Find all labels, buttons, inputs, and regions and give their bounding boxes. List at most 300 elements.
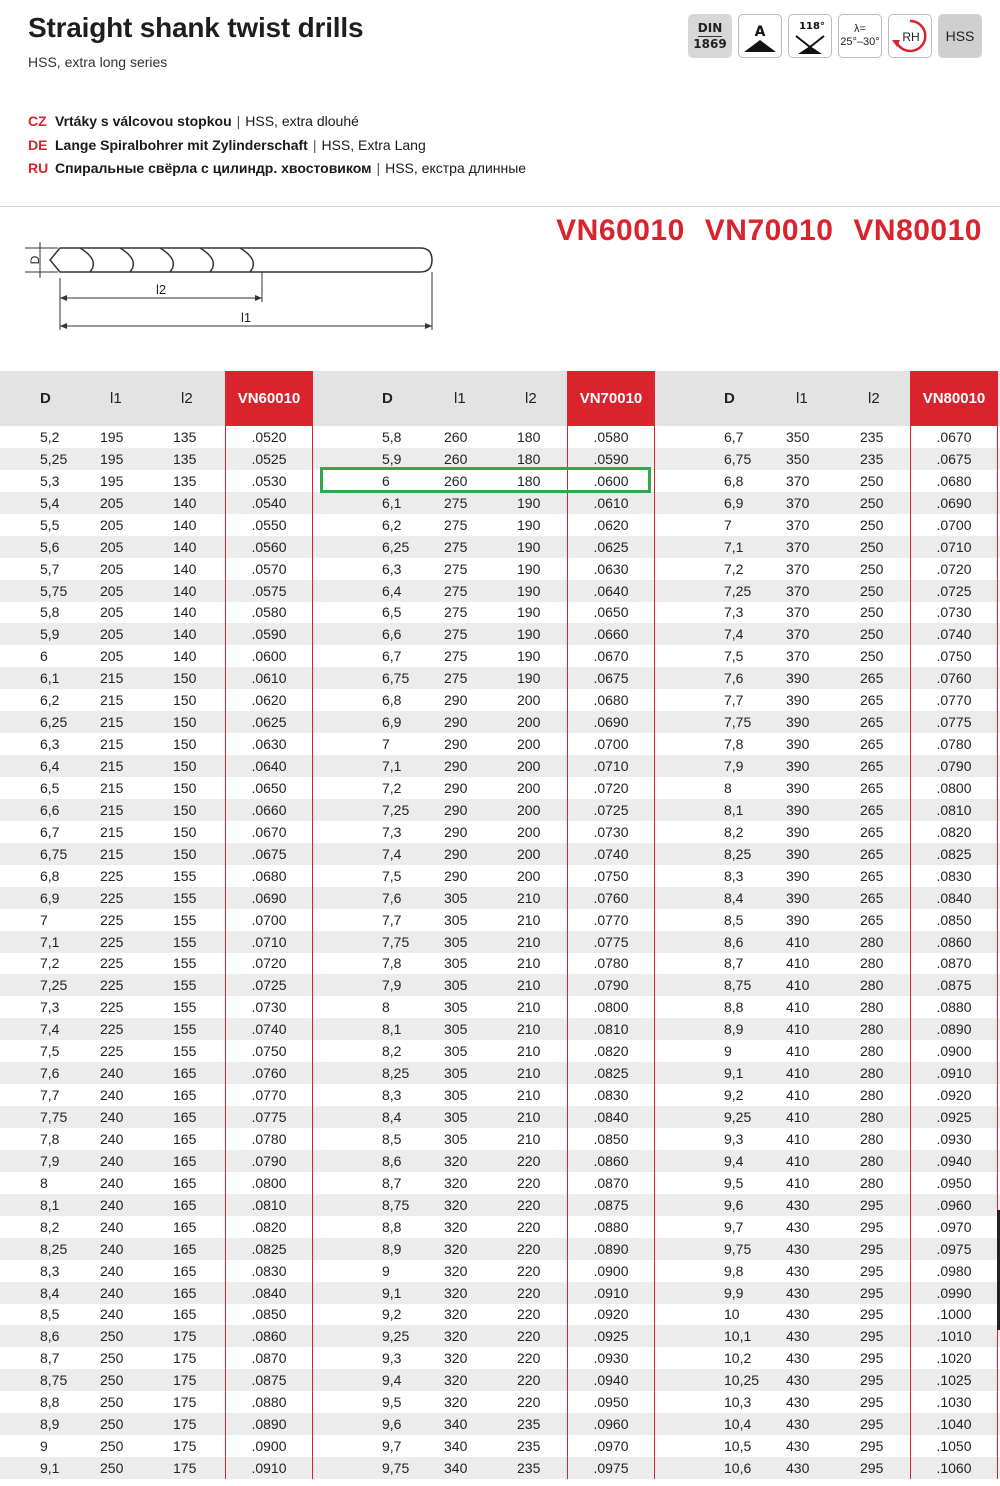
cell-l1: 430 bbox=[786, 1306, 810, 1323]
cell-l2: 280 bbox=[860, 1021, 884, 1038]
cell-code: .0630 bbox=[567, 558, 655, 580]
cell-code: .0690 bbox=[910, 492, 998, 514]
table-row bbox=[0, 1062, 1000, 1084]
product-code: VN70010 bbox=[704, 214, 834, 247]
table-row bbox=[0, 1369, 1000, 1391]
cell-d: 9,9 bbox=[724, 1284, 744, 1301]
cell-l1: 370 bbox=[786, 582, 810, 599]
cell-l2: 150 bbox=[173, 736, 197, 753]
cell-l2: 155 bbox=[173, 911, 197, 928]
cell-l1: 410 bbox=[786, 999, 810, 1016]
cell-l2: 280 bbox=[860, 1065, 884, 1082]
cell-l2: 295 bbox=[860, 1460, 884, 1477]
cell-l1: 430 bbox=[786, 1262, 810, 1279]
cell-l1: 250 bbox=[100, 1350, 124, 1367]
cell-d: 9 bbox=[382, 1262, 390, 1279]
cell-d: 6,9 bbox=[40, 889, 60, 906]
cell-l2: 280 bbox=[860, 977, 884, 994]
cell-d: 5,9 bbox=[382, 450, 402, 467]
cell-l1: 195 bbox=[100, 428, 124, 445]
cell-l1: 240 bbox=[100, 1306, 124, 1323]
cell-l2: 190 bbox=[517, 626, 541, 643]
cell-l1: 260 bbox=[444, 428, 468, 445]
cell-code: .0540 bbox=[225, 492, 313, 514]
cell-code: .0875 bbox=[567, 1194, 655, 1216]
cell-code: .0790 bbox=[910, 755, 998, 777]
cell-l1: 225 bbox=[100, 977, 124, 994]
cell-l1: 205 bbox=[100, 494, 124, 511]
cell-d: 9,4 bbox=[724, 1152, 744, 1169]
table-row bbox=[0, 667, 1000, 689]
cell-l2: 190 bbox=[517, 582, 541, 599]
cell-d: 8,9 bbox=[40, 1416, 60, 1433]
cell-d: 8,6 bbox=[724, 933, 744, 950]
table-row bbox=[0, 1282, 1000, 1304]
cell-code: .0930 bbox=[567, 1347, 655, 1369]
cell-code: .0650 bbox=[567, 602, 655, 624]
cell-l1: 250 bbox=[100, 1460, 124, 1477]
cell-code: .0750 bbox=[225, 1040, 313, 1062]
cell-l1: 410 bbox=[786, 1021, 810, 1038]
col-header-d: D bbox=[724, 390, 735, 407]
table-row bbox=[0, 843, 1000, 865]
cell-code: .0680 bbox=[567, 689, 655, 711]
cell-l2: 135 bbox=[173, 472, 197, 489]
cell-d: 8,1 bbox=[382, 1021, 402, 1038]
cell-d: 6,2 bbox=[40, 692, 60, 709]
cell-l2: 200 bbox=[517, 758, 541, 775]
cell-l1: 290 bbox=[444, 823, 468, 840]
cell-l1: 305 bbox=[444, 1130, 468, 1147]
cell-code: .1030 bbox=[910, 1391, 998, 1413]
lang-desc: HSS, Extra Lang bbox=[321, 136, 426, 153]
cell-l1: 225 bbox=[100, 1043, 124, 1060]
cell-d: 7,75 bbox=[724, 714, 752, 731]
cell-d: 8,3 bbox=[382, 1087, 402, 1104]
cell-l2: 220 bbox=[517, 1174, 541, 1191]
table-row bbox=[0, 777, 1000, 799]
cell-code: .0950 bbox=[910, 1172, 998, 1194]
table-row bbox=[0, 799, 1000, 821]
cell-l1: 430 bbox=[786, 1284, 810, 1301]
cell-d: 7,25 bbox=[382, 801, 410, 818]
lang-line-cz: CZ Vrtáky s válcovou stopkou | HSS, extra dlouhé bbox=[28, 110, 526, 134]
cell-code: .0780 bbox=[225, 1128, 313, 1150]
table-row bbox=[0, 1172, 1000, 1194]
table-row bbox=[0, 1391, 1000, 1413]
cell-l1: 205 bbox=[100, 560, 124, 577]
cell-l1: 290 bbox=[444, 779, 468, 796]
cell-l2: 165 bbox=[173, 1218, 197, 1235]
cell-l1: 390 bbox=[786, 845, 810, 862]
cell-l1: 205 bbox=[100, 626, 124, 643]
table-row bbox=[0, 470, 1000, 492]
table-row bbox=[0, 1304, 1000, 1326]
table-row bbox=[0, 1238, 1000, 1260]
type-a-shape-icon bbox=[740, 16, 780, 56]
cell-l1: 430 bbox=[786, 1240, 810, 1257]
table-row bbox=[0, 602, 1000, 624]
cell-d: 9,7 bbox=[382, 1438, 402, 1455]
cell-l2: 280 bbox=[860, 1174, 884, 1191]
cell-l2: 190 bbox=[517, 494, 541, 511]
cell-d: 10,6 bbox=[724, 1460, 752, 1477]
cell-d: 7,1 bbox=[40, 933, 60, 950]
cell-code: .0775 bbox=[910, 711, 998, 733]
cell-d: 9,8 bbox=[724, 1262, 744, 1279]
cell-l2: 250 bbox=[860, 582, 884, 599]
cell-d: 8,8 bbox=[382, 1218, 402, 1235]
cell-l1: 225 bbox=[100, 999, 124, 1016]
cell-l1: 350 bbox=[786, 428, 810, 445]
cell-l1: 320 bbox=[444, 1328, 468, 1345]
cell-l1: 320 bbox=[444, 1372, 468, 1389]
cell-l1: 410 bbox=[786, 1109, 810, 1126]
dim-d-label: D bbox=[28, 255, 42, 265]
cell-d: 6,8 bbox=[40, 867, 60, 884]
cell-l1: 250 bbox=[100, 1416, 124, 1433]
cell-code: .0700 bbox=[910, 514, 998, 536]
product-code: VN60010 bbox=[556, 214, 685, 247]
cell-d: 8,7 bbox=[724, 955, 744, 972]
cell-l2: 265 bbox=[860, 779, 884, 796]
cell-l1: 430 bbox=[786, 1394, 810, 1411]
cell-code: .0880 bbox=[910, 996, 998, 1018]
cell-l2: 165 bbox=[173, 1174, 197, 1191]
cell-l2: 190 bbox=[517, 670, 541, 687]
cell-l1: 320 bbox=[444, 1196, 468, 1213]
table-row bbox=[0, 558, 1000, 580]
table-row bbox=[0, 1216, 1000, 1238]
cell-d: 5,8 bbox=[382, 428, 402, 445]
table-row bbox=[0, 1128, 1000, 1150]
cell-l1: 390 bbox=[786, 889, 810, 906]
cell-l1: 195 bbox=[100, 472, 124, 489]
lang-desc: HSS, extra dlouhé bbox=[245, 113, 359, 129]
table-row bbox=[0, 1084, 1000, 1106]
cell-l2: 250 bbox=[860, 626, 884, 643]
cell-d: 7,7 bbox=[724, 692, 744, 709]
cell-l1: 430 bbox=[786, 1350, 810, 1367]
cell-code: .0925 bbox=[910, 1106, 998, 1128]
cell-l2: 165 bbox=[173, 1284, 197, 1301]
cell-d: 9,6 bbox=[382, 1416, 402, 1433]
cell-l1: 370 bbox=[786, 604, 810, 621]
cell-l2: 165 bbox=[173, 1065, 197, 1082]
cell-d: 10,3 bbox=[724, 1394, 752, 1411]
col-header-l1: l1 bbox=[796, 390, 808, 407]
table-row bbox=[0, 448, 1000, 470]
cell-code: .0990 bbox=[910, 1282, 998, 1304]
cell-l2: 175 bbox=[173, 1394, 197, 1411]
cell-l1: 215 bbox=[100, 779, 124, 796]
lambda-value: 25°–30° bbox=[840, 36, 880, 48]
cell-code: .0860 bbox=[567, 1150, 655, 1172]
cell-d: 8,25 bbox=[724, 845, 752, 862]
cell-d: 8,4 bbox=[40, 1284, 60, 1301]
cell-d: 6 bbox=[382, 472, 390, 489]
cell-d: 7,6 bbox=[40, 1065, 60, 1082]
cell-code: .0790 bbox=[567, 974, 655, 996]
cell-l2: 175 bbox=[173, 1372, 197, 1389]
cell-d: 8,2 bbox=[724, 823, 744, 840]
cell-d: 6,75 bbox=[382, 670, 410, 687]
cell-code: .0900 bbox=[567, 1260, 655, 1282]
cell-l2: 165 bbox=[173, 1087, 197, 1104]
cell-d: 7,25 bbox=[724, 582, 752, 599]
cell-l1: 370 bbox=[786, 648, 810, 665]
cell-d: 7 bbox=[382, 736, 390, 753]
cell-d: 9,25 bbox=[724, 1109, 752, 1126]
cell-l2: 220 bbox=[517, 1306, 541, 1323]
lang-name: Спиральные свёрла с цилиндр. хвостовиком bbox=[55, 160, 372, 176]
col-header-l2: l2 bbox=[525, 390, 537, 407]
cell-code: .0800 bbox=[910, 777, 998, 799]
table-row bbox=[0, 909, 1000, 931]
cell-l1: 205 bbox=[100, 538, 124, 555]
cell-d: 6,75 bbox=[40, 845, 68, 862]
cell-l2: 250 bbox=[860, 472, 884, 489]
cell-code: .0825 bbox=[567, 1062, 655, 1084]
dim-l2-label: l2 bbox=[155, 282, 167, 297]
cell-code: .0975 bbox=[567, 1457, 655, 1479]
helix-angle-icon bbox=[838, 14, 882, 58]
cell-d: 5,7 bbox=[40, 560, 60, 577]
cell-l2: 165 bbox=[173, 1306, 197, 1323]
cell-d: 9,7 bbox=[724, 1218, 744, 1235]
cell-l2: 200 bbox=[517, 779, 541, 796]
cell-l1: 275 bbox=[444, 538, 468, 555]
cell-d: 9,1 bbox=[382, 1284, 402, 1301]
cell-d: 10,5 bbox=[724, 1438, 752, 1455]
cell-code: .0670 bbox=[225, 821, 313, 843]
cell-code: .0590 bbox=[567, 448, 655, 470]
cell-l1: 320 bbox=[444, 1218, 468, 1235]
cell-l2: 190 bbox=[517, 516, 541, 533]
cell-d: 8,75 bbox=[382, 1196, 410, 1213]
cell-d: 9,4 bbox=[382, 1372, 402, 1389]
cell-l1: 390 bbox=[786, 692, 810, 709]
cell-d: 6,3 bbox=[40, 736, 60, 753]
table-row bbox=[0, 1347, 1000, 1369]
cell-l2: 140 bbox=[173, 538, 197, 555]
table-row bbox=[0, 1106, 1000, 1128]
cell-code: .0830 bbox=[225, 1260, 313, 1282]
cell-l1: 370 bbox=[786, 516, 810, 533]
cell-d: 7,4 bbox=[724, 626, 744, 643]
cell-l2: 235 bbox=[517, 1438, 541, 1455]
cell-code: .0730 bbox=[910, 602, 998, 624]
cell-l1: 275 bbox=[444, 670, 468, 687]
cell-d: 7,5 bbox=[724, 648, 744, 665]
cell-l2: 280 bbox=[860, 955, 884, 972]
col-header-code: VN60010 bbox=[225, 371, 313, 426]
cell-l1: 225 bbox=[100, 1021, 124, 1038]
cell-l1: 215 bbox=[100, 823, 124, 840]
cell-code: .0675 bbox=[910, 448, 998, 470]
table-row bbox=[0, 1150, 1000, 1172]
dimension-table bbox=[0, 371, 1000, 1479]
cell-l2: 150 bbox=[173, 801, 197, 818]
cell-code: .0900 bbox=[225, 1435, 313, 1457]
cell-l2: 140 bbox=[173, 648, 197, 665]
table-row bbox=[0, 623, 1000, 645]
cell-l1: 320 bbox=[444, 1262, 468, 1279]
cell-code: .0925 bbox=[567, 1325, 655, 1347]
cell-d: 6,6 bbox=[40, 801, 60, 818]
cell-l1: 290 bbox=[444, 714, 468, 731]
cell-l1: 240 bbox=[100, 1065, 124, 1082]
cell-code: .0870 bbox=[567, 1172, 655, 1194]
cell-d: 9,1 bbox=[40, 1460, 60, 1477]
cell-d: 6,7 bbox=[40, 823, 60, 840]
cell-code: .0920 bbox=[910, 1084, 998, 1106]
cell-l2: 165 bbox=[173, 1130, 197, 1147]
svg-text:A: A bbox=[754, 24, 766, 40]
cell-l1: 370 bbox=[786, 494, 810, 511]
cell-code: .1020 bbox=[910, 1347, 998, 1369]
cell-code: .0700 bbox=[567, 733, 655, 755]
cell-l1: 320 bbox=[444, 1350, 468, 1367]
cell-l1: 390 bbox=[786, 823, 810, 840]
table-row bbox=[0, 1435, 1000, 1457]
cell-d: 6,6 bbox=[382, 626, 402, 643]
cell-l1: 215 bbox=[100, 801, 124, 818]
cell-d: 9,3 bbox=[724, 1130, 744, 1147]
cell-l2: 165 bbox=[173, 1196, 197, 1213]
cell-d: 7 bbox=[724, 516, 732, 533]
cell-l2: 265 bbox=[860, 670, 884, 687]
cell-code: .0670 bbox=[567, 645, 655, 667]
table-row bbox=[0, 1040, 1000, 1062]
cell-l2: 265 bbox=[860, 845, 884, 862]
table-row bbox=[0, 711, 1000, 733]
cell-d: 6,7 bbox=[724, 428, 744, 445]
cell-code: .0890 bbox=[567, 1238, 655, 1260]
cell-l1: 430 bbox=[786, 1218, 810, 1235]
cell-d: 7,9 bbox=[724, 758, 744, 775]
spec-badges bbox=[688, 14, 982, 58]
cell-code: .0710 bbox=[910, 536, 998, 558]
cell-code: .0840 bbox=[567, 1106, 655, 1128]
cell-l2: 150 bbox=[173, 845, 197, 862]
cell-code: .0680 bbox=[910, 470, 998, 492]
cell-l2: 155 bbox=[173, 933, 197, 950]
cell-l1: 290 bbox=[444, 845, 468, 862]
cell-l2: 155 bbox=[173, 1021, 197, 1038]
cell-code: .0960 bbox=[567, 1413, 655, 1435]
cell-l1: 410 bbox=[786, 955, 810, 972]
cell-l2: 150 bbox=[173, 823, 197, 840]
cell-l1: 240 bbox=[100, 1196, 124, 1213]
cell-l2: 295 bbox=[860, 1240, 884, 1257]
cell-l2: 200 bbox=[517, 714, 541, 731]
cell-code: .1000 bbox=[910, 1304, 998, 1326]
cell-d: 5,5 bbox=[40, 516, 60, 533]
cell-d: 8,9 bbox=[382, 1240, 402, 1257]
cell-d: 5,4 bbox=[40, 494, 60, 511]
cell-d: 8,9 bbox=[724, 1021, 744, 1038]
cell-l2: 190 bbox=[517, 648, 541, 665]
cell-code: .0840 bbox=[910, 887, 998, 909]
cell-code: .0840 bbox=[225, 1282, 313, 1304]
cell-code: .0650 bbox=[225, 777, 313, 799]
cell-code: .0875 bbox=[910, 974, 998, 996]
cell-l1: 240 bbox=[100, 1284, 124, 1301]
table-row bbox=[0, 492, 1000, 514]
drill-drawing bbox=[20, 218, 450, 338]
cell-d: 6,7 bbox=[382, 648, 402, 665]
cell-code: .0530 bbox=[225, 470, 313, 492]
cell-d: 7,2 bbox=[40, 955, 60, 972]
cell-l1: 410 bbox=[786, 1152, 810, 1169]
cell-d: 8,7 bbox=[382, 1174, 402, 1191]
cell-l1: 340 bbox=[444, 1460, 468, 1477]
cell-code: .0720 bbox=[567, 777, 655, 799]
cell-l1: 240 bbox=[100, 1109, 124, 1126]
cell-l1: 275 bbox=[444, 494, 468, 511]
cell-l1: 390 bbox=[786, 670, 810, 687]
cell-l2: 210 bbox=[517, 999, 541, 1016]
cell-code: .0810 bbox=[910, 799, 998, 821]
cell-l1: 205 bbox=[100, 604, 124, 621]
cell-d: 7,25 bbox=[40, 977, 68, 994]
cell-l1: 410 bbox=[786, 1043, 810, 1060]
cell-l2: 265 bbox=[860, 911, 884, 928]
cell-l2: 200 bbox=[517, 692, 541, 709]
cell-l2: 200 bbox=[517, 736, 541, 753]
cell-l2: 250 bbox=[860, 494, 884, 511]
cell-code: .0850 bbox=[225, 1304, 313, 1326]
dim-l1-label: l1 bbox=[240, 310, 252, 325]
cell-code: .0640 bbox=[225, 755, 313, 777]
cell-l1: 305 bbox=[444, 999, 468, 1016]
cell-code: .0830 bbox=[910, 865, 998, 887]
cell-code: .0740 bbox=[567, 843, 655, 865]
cell-l2: 250 bbox=[860, 604, 884, 621]
cell-code: .0825 bbox=[910, 843, 998, 865]
cell-l2: 155 bbox=[173, 955, 197, 972]
cell-d: 10,4 bbox=[724, 1416, 752, 1433]
cell-l2: 220 bbox=[517, 1372, 541, 1389]
cell-code: .0725 bbox=[225, 974, 313, 996]
cell-d: 7,6 bbox=[724, 670, 744, 687]
cell-code: .0670 bbox=[910, 426, 998, 448]
cell-l2: 280 bbox=[860, 933, 884, 950]
cell-code: .0770 bbox=[910, 689, 998, 711]
product-code: VN80010 bbox=[853, 214, 982, 247]
table-row bbox=[0, 953, 1000, 975]
cell-code: .0640 bbox=[567, 580, 655, 602]
cell-code: .1040 bbox=[910, 1413, 998, 1435]
cell-l1: 215 bbox=[100, 670, 124, 687]
cell-l1: 240 bbox=[100, 1240, 124, 1257]
cell-code: .0730 bbox=[225, 996, 313, 1018]
cell-d: 7 bbox=[40, 911, 48, 928]
cell-d: 8,3 bbox=[40, 1262, 60, 1279]
lang-desc: HSS, екстра длинные bbox=[385, 160, 527, 176]
cell-code: .0850 bbox=[910, 909, 998, 931]
cell-l2: 200 bbox=[517, 801, 541, 818]
cell-l2: 210 bbox=[517, 955, 541, 972]
drill-type-icon bbox=[738, 14, 782, 58]
cell-code: .0630 bbox=[225, 733, 313, 755]
cell-code: .0560 bbox=[225, 536, 313, 558]
cell-l2: 250 bbox=[860, 538, 884, 555]
cell-l1: 320 bbox=[444, 1174, 468, 1191]
table-row bbox=[0, 996, 1000, 1018]
cell-code: .0750 bbox=[567, 865, 655, 887]
